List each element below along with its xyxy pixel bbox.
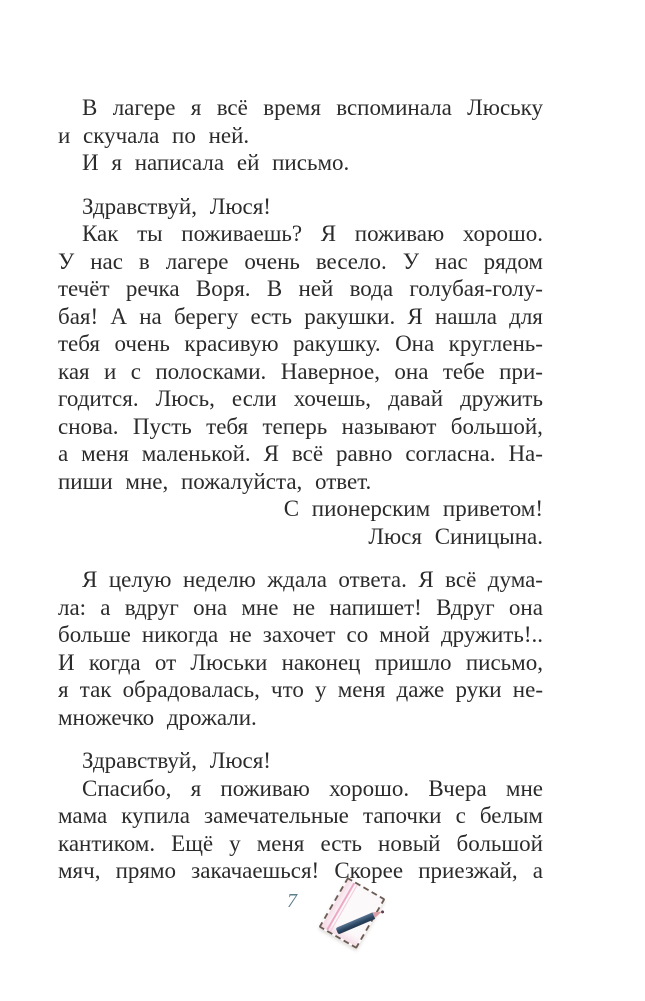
word: вдруг — [124, 594, 179, 620]
word: ты — [137, 221, 163, 246]
word: мяч, — [58, 858, 101, 883]
word: Я — [82, 567, 98, 592]
word: новый — [378, 830, 441, 856]
word: теперь — [262, 413, 328, 439]
word: мне — [241, 594, 279, 620]
text-line — [58, 775, 543, 803]
word: лагере — [112, 95, 176, 120]
text-line: Здравствуй, Люся! — [82, 748, 271, 773]
word: речка — [125, 276, 180, 301]
word: нас — [434, 248, 468, 274]
word: Воря. — [195, 276, 251, 301]
word: лагере — [165, 248, 229, 274]
word: Пусть — [132, 413, 192, 439]
word: с — [455, 803, 466, 828]
word: больше — [58, 622, 131, 647]
word: и — [104, 358, 117, 384]
word: ракушку. — [293, 331, 381, 356]
text-line — [58, 594, 543, 622]
word: мне — [505, 775, 543, 801]
word: на — [139, 303, 162, 329]
text-line: И я написала ей письмо. — [82, 150, 350, 175]
word: купила — [121, 803, 190, 828]
word: ла: — [58, 594, 87, 620]
word: В — [82, 95, 98, 120]
text-line: С пионерским приветом! — [283, 496, 543, 521]
word: закачаешься! — [191, 858, 320, 883]
word: руки — [455, 677, 502, 702]
word: пришло — [374, 649, 452, 675]
text-line — [58, 248, 543, 276]
word: ждала — [267, 567, 327, 592]
word: со — [346, 622, 369, 647]
word: всё — [445, 567, 477, 592]
text-line — [58, 649, 543, 677]
word: тебе — [442, 358, 485, 384]
word: всё — [216, 95, 248, 120]
word: поживаешь? — [181, 221, 303, 246]
word: обрадовалась, — [122, 677, 260, 702]
page-number: 7 — [287, 890, 297, 912]
text-line — [58, 413, 543, 441]
word: кантиком. — [58, 830, 156, 856]
word: У — [402, 248, 419, 274]
word: годится. — [58, 386, 139, 411]
text-line — [58, 621, 543, 649]
word: хочешь, — [293, 386, 372, 411]
word: приезжай, — [418, 858, 518, 883]
word: она — [394, 358, 429, 384]
paragraph — [58, 566, 543, 731]
word: тебя — [206, 413, 249, 439]
word: Я — [320, 221, 337, 246]
word: тапочки — [362, 803, 442, 828]
word: согласна. — [405, 441, 496, 466]
text-line — [58, 566, 543, 594]
word: нашла — [434, 303, 497, 329]
word: а — [100, 594, 111, 620]
word: очень — [114, 331, 170, 356]
word: от — [154, 649, 177, 675]
word: что — [271, 677, 304, 702]
word: Спасибо, — [82, 775, 172, 801]
word: Вчера — [428, 775, 487, 801]
word: очень — [244, 248, 300, 274]
word: Она — [395, 331, 435, 356]
word: меня — [256, 830, 305, 856]
word: всё — [291, 441, 324, 466]
word: хорошо. — [462, 221, 543, 246]
text-line — [58, 676, 543, 704]
word: прямо — [115, 858, 177, 883]
word: в — [138, 248, 150, 274]
word: у — [229, 830, 241, 856]
word: она — [193, 594, 228, 620]
word: дружить — [460, 386, 543, 411]
word: называют — [341, 413, 437, 439]
word: большой, — [450, 413, 543, 439]
word: с — [130, 358, 141, 384]
word: большой — [456, 830, 543, 856]
text-line: Здравствуй, Люся! — [82, 193, 271, 219]
word: В — [266, 276, 283, 301]
word: есть — [250, 303, 292, 329]
word: ней — [298, 276, 334, 301]
word: не- — [512, 677, 543, 702]
word: при- — [499, 358, 543, 384]
word: даже — [396, 677, 445, 702]
word: неделю — [182, 567, 256, 592]
word: Люсь, — [155, 386, 215, 411]
word: вода — [349, 276, 394, 301]
word: Я — [263, 441, 279, 466]
word: Люську — [467, 95, 543, 120]
word: давай — [388, 386, 444, 411]
word: Как — [82, 221, 119, 246]
text-line — [58, 802, 543, 830]
word: полосками. — [155, 358, 267, 384]
word: маленькой. — [141, 441, 251, 466]
word: белым — [479, 803, 543, 828]
word: Люськи — [190, 649, 268, 675]
text-line: Люся Синицына. — [368, 523, 543, 549]
word: я — [190, 775, 202, 801]
word: Ещё — [171, 830, 214, 856]
word: бая! — [58, 303, 99, 329]
paragraph — [58, 747, 543, 885]
word: снова. — [58, 413, 119, 439]
word: ракушки. — [304, 303, 396, 329]
word: поживаю — [354, 221, 445, 246]
text-line — [58, 358, 543, 386]
word: Наверное, — [280, 358, 381, 384]
word: а — [532, 858, 543, 883]
word: течёт — [58, 276, 110, 301]
word: письмо, — [465, 649, 543, 675]
word: дружить!.. — [440, 622, 543, 647]
word: нас — [90, 248, 123, 274]
word: весело. — [315, 248, 387, 274]
text-line — [58, 385, 543, 413]
text-line: и скучала по ней. — [58, 122, 250, 148]
word: мной — [379, 622, 430, 647]
word: голубая-голу- — [409, 276, 543, 301]
word: есть — [320, 830, 362, 856]
word: У — [58, 248, 75, 274]
text-line: пиши мне, пожалуйста, ответ. — [58, 468, 372, 494]
word: если — [231, 386, 277, 411]
word: целую — [108, 567, 172, 592]
word: И — [58, 649, 75, 675]
word: я — [190, 95, 202, 120]
word: замечательные — [204, 803, 349, 828]
text-line — [58, 94, 543, 122]
word: хорошо. — [329, 775, 410, 801]
text-line — [58, 830, 543, 858]
word: меня — [81, 441, 129, 466]
word: вспоминала — [336, 95, 452, 120]
word: я — [58, 677, 69, 702]
text-line — [58, 330, 543, 358]
text-line — [58, 440, 543, 468]
word: у — [315, 677, 327, 702]
word: наконец — [281, 649, 361, 675]
word: когда — [88, 649, 141, 675]
word: берегу — [173, 303, 239, 329]
word: ответа. — [338, 567, 407, 592]
paragraph — [58, 193, 543, 551]
word: а — [58, 441, 69, 466]
text-line — [58, 275, 543, 303]
word: поживаю — [220, 775, 310, 801]
page-text — [58, 94, 543, 885]
word: тебя — [58, 331, 100, 356]
text-line: множечко дрожали. — [58, 704, 257, 730]
word: так — [79, 677, 112, 702]
word: равно — [336, 441, 393, 466]
word: На- — [508, 441, 543, 466]
pencil-lead — [381, 910, 385, 914]
text-line — [58, 220, 543, 248]
word: Я — [418, 567, 434, 592]
word: кая — [58, 358, 90, 384]
text-line — [58, 303, 543, 331]
text-line — [58, 857, 543, 885]
word: для — [509, 303, 543, 329]
word: захочет — [262, 622, 336, 647]
word: рядом — [483, 248, 543, 274]
word: напишет! — [329, 594, 422, 620]
word: мама — [58, 803, 108, 828]
word: Вдруг — [436, 594, 495, 620]
word: Скорее — [334, 858, 404, 883]
paragraph — [58, 94, 543, 177]
word: не — [229, 622, 252, 647]
notebook-pencil-illustration — [308, 868, 404, 964]
word: никогда — [141, 622, 219, 647]
word: она — [508, 594, 543, 620]
word: меня — [337, 677, 386, 702]
word: дума- — [487, 567, 543, 592]
word: время — [263, 95, 321, 120]
word: не — [292, 594, 316, 620]
word: Я — [407, 303, 423, 329]
word: красивую — [184, 331, 279, 356]
word: А — [110, 303, 127, 329]
word: круглень- — [448, 331, 543, 356]
